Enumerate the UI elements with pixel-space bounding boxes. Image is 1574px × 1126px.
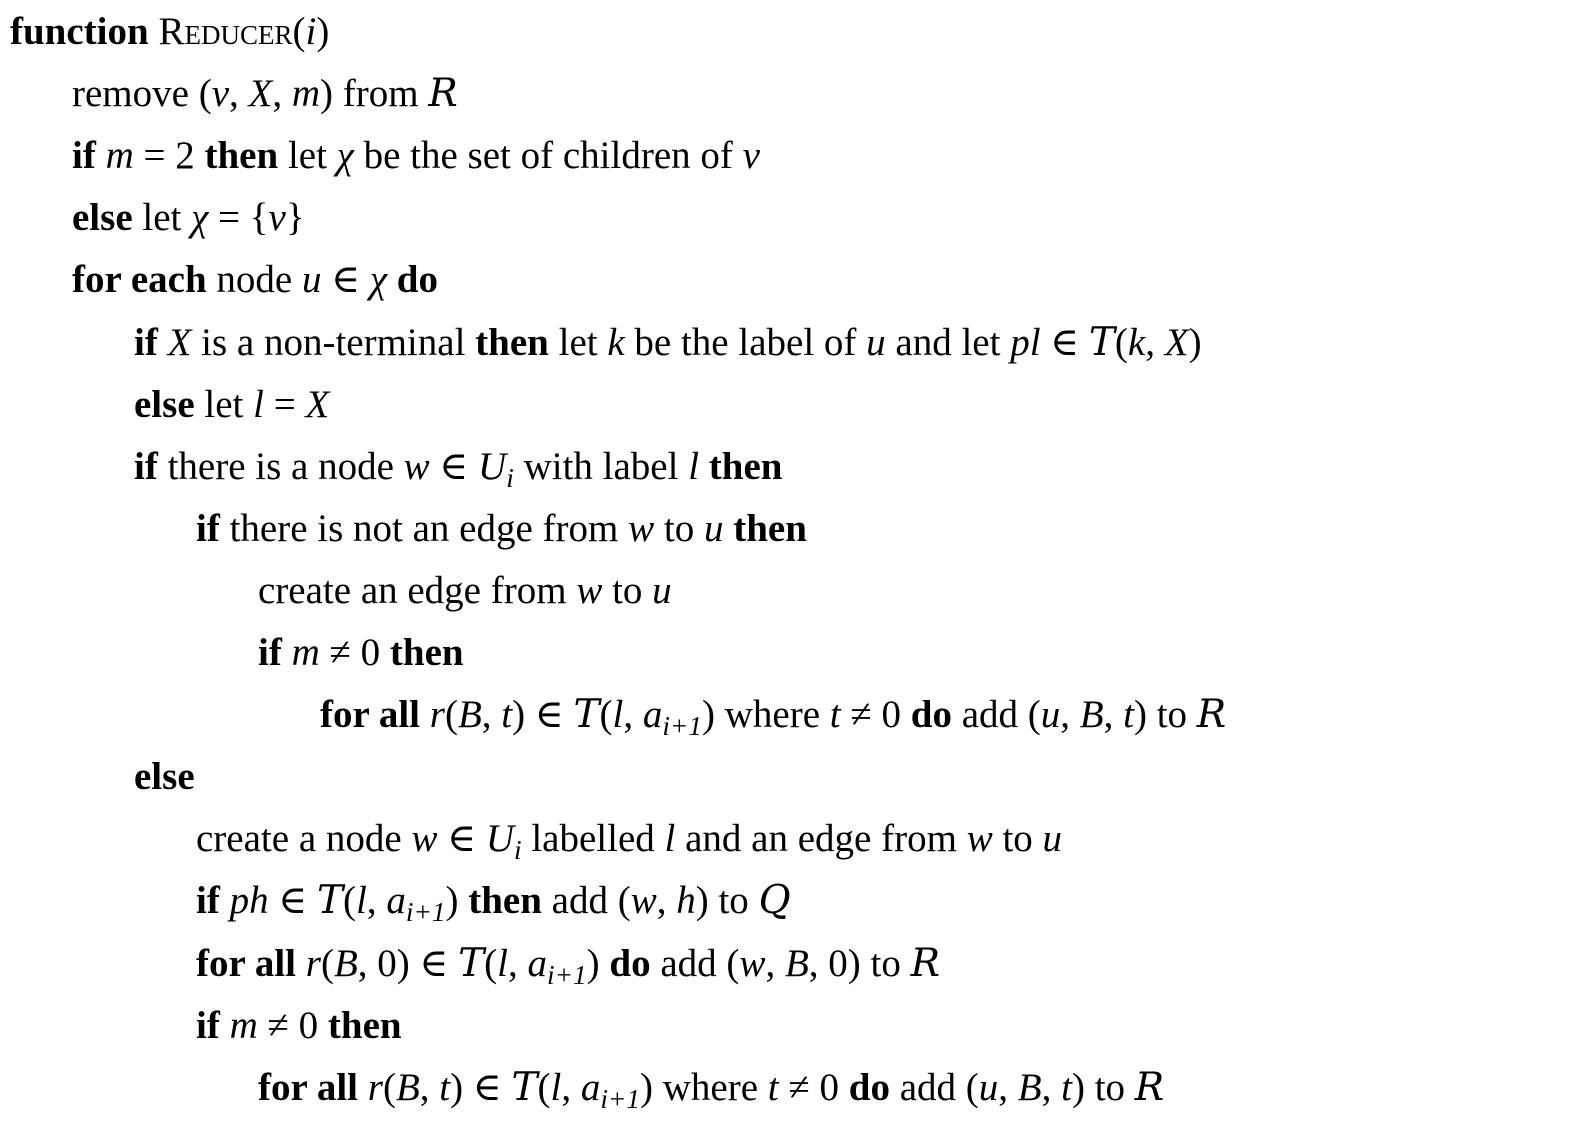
calligraphic-symbol: T [573,692,600,738]
keyword: do [396,258,438,302]
text: let [194,382,254,426]
text: ) where [702,693,830,737]
math-symbol: w [411,817,438,861]
math-symbol: χ [369,258,388,302]
calligraphic-symbol: R [1196,692,1227,738]
keyword: else [134,382,195,426]
text [149,10,159,53]
text: ( [382,1065,396,1109]
text: and let [885,320,1011,364]
text: add ( [889,1065,979,1109]
math-symbol: t [1123,693,1134,737]
math-symbol: χ [191,196,209,240]
math-symbol: v [742,134,760,178]
calligraphic-symbol: T [316,878,343,924]
math-symbol: a [386,879,406,923]
keyword: function [10,10,149,53]
calligraphic-symbol: R [910,940,940,986]
subscript: i [514,835,522,866]
text: let [278,134,337,178]
keyword: for all [196,941,297,985]
text: be the label of [624,320,867,364]
algorithm-line [320,691,1227,742]
text: ) [445,879,469,923]
math-symbol: B [395,1065,420,1109]
math-symbol: u [703,506,724,550]
keyword: do [910,693,952,737]
algorithm-line [134,381,329,429]
text [282,631,292,674]
text: ( [1114,320,1128,364]
math-symbol: ph [229,879,269,923]
math-symbol: pl [1010,320,1041,364]
math-symbol: m [291,72,320,116]
algorithm-line [196,877,791,928]
math-symbol: r [305,941,321,985]
keyword: for all [258,1065,359,1109]
text: , [508,941,528,985]
calligraphic-symbol: T [1088,319,1115,365]
text [723,507,733,550]
text: ( [537,1065,551,1109]
math-symbol: u [652,568,672,612]
math-symbol: t [1061,1065,1072,1109]
math-symbol: l [688,444,700,488]
subscript: i+1 [405,897,446,928]
text: , [1103,693,1124,737]
text: , [272,72,292,116]
math-symbol: a [580,1065,601,1109]
algorithm-line [196,940,940,988]
math-symbol: v [268,196,286,240]
text: ) where [640,1065,768,1109]
math-symbol: X [1164,320,1189,364]
text [158,321,168,364]
text: = 2 [133,134,205,178]
text: and an edge from [675,817,967,861]
keyword: if [258,631,282,674]
text: there is a node [157,444,404,488]
math-symbol: B [784,941,809,985]
text: , [561,1065,581,1109]
text: ≠ 0 [319,631,390,674]
subscript: i+1 [600,1083,640,1114]
math-symbol: u [978,1065,999,1109]
math-symbol: l [253,382,264,426]
text: , 0) ∈ [357,941,459,985]
math-symbol: B [457,693,482,737]
math-symbol: r [367,1065,383,1109]
text: there is not an edge from [219,506,629,550]
text: ( [444,693,458,737]
subscript: i+1 [662,711,702,742]
text: ) ∈ [450,1065,512,1109]
text: ) to [1133,693,1197,737]
text: ∈ [437,817,486,861]
math-symbol: B [1017,1065,1042,1109]
text [358,1066,368,1109]
text: , [656,879,677,923]
text: ) to [1071,1065,1135,1109]
keyword: if [134,444,158,488]
keyword: then [475,320,549,364]
calligraphic-symbol: R [1134,1064,1165,1110]
text: , [1041,1065,1062,1109]
keyword: then [733,506,807,550]
math-symbol: r [429,693,445,737]
math-symbol: w [630,879,657,923]
text: } [285,196,305,240]
text [420,693,430,736]
text: , [419,1065,440,1109]
keyword: for all [320,693,421,737]
text: , [1145,320,1165,364]
text [387,258,397,301]
math-symbol: u [1042,817,1063,861]
math-symbol: h [676,879,696,923]
text: , [229,72,249,116]
text: let [132,196,192,240]
text: ( [342,879,356,923]
keyword: then [327,1003,402,1047]
text: = { [208,196,269,240]
text: remove ( [72,72,212,116]
text: ∈ [321,258,370,302]
text: , [765,941,785,985]
math-symbol: X [167,320,192,364]
text: ) [586,941,610,985]
algorithm-line [72,194,305,242]
math-symbol: t [501,693,513,737]
text [220,1004,230,1047]
algorithm-line [196,815,1063,866]
math-symbol: X [248,72,273,116]
calligraphic-symbol: Q [758,878,791,924]
algorithm-line [134,443,782,491]
keyword: then [708,444,783,488]
math-symbol: w [628,506,655,550]
math-symbol: m [229,1003,258,1047]
keyword: then [468,879,542,923]
math-symbol: w [576,568,603,612]
math-symbol: t [439,1065,451,1109]
math-symbol: k [607,320,625,364]
math-symbol: X [305,382,330,426]
text: add ( [951,693,1041,737]
text: , [998,1065,1018,1109]
math-symbol: v [211,72,229,116]
text: , [366,879,387,923]
text: , [1060,693,1080,737]
keyword: then [389,631,464,674]
text: ≠ 0 [778,1065,849,1109]
keyword: if [196,1003,220,1047]
algorithm-line [258,567,672,615]
text: ) to [695,879,759,923]
math-symbol: B [333,941,358,985]
keyword: if [196,506,220,550]
text: with label [513,444,689,488]
text: to [992,817,1043,861]
math-symbol: u [301,258,322,302]
text: ∈ [429,444,479,488]
math-symbol: l [612,693,624,737]
text: create a node [196,817,412,861]
algorithm-line [196,1002,402,1050]
text: ∈ [268,879,317,923]
text: create an edge from [258,568,577,612]
subscript: i+1 [547,959,587,990]
math-symbol: u [866,320,886,364]
keyword: if [72,134,96,178]
text: labelled [521,817,665,861]
text: to [602,568,653,612]
keyword: do [848,1065,890,1109]
algorithm-line [134,753,195,801]
math-symbol: a [642,693,663,737]
math-symbol: l [550,1065,562,1109]
text: , 0) to [808,941,911,985]
text: , [623,693,643,737]
text: ≠ 0 [257,1003,328,1047]
text: ) [1188,320,1202,364]
text [96,134,106,177]
math-symbol: U [478,444,507,488]
math-symbol: t [829,693,841,737]
math-symbol: t [767,1065,779,1109]
text: ) ∈ [512,693,574,737]
math-symbol: m [291,631,320,674]
math-symbol: m [105,134,134,178]
math-symbol: k [1127,320,1146,364]
keyword: if [134,320,158,364]
text: add ( [650,941,740,985]
algorithm-line [72,70,458,118]
text: be the set of children of [353,134,743,178]
algorithm-line [72,256,438,304]
keyword: do [609,941,651,985]
text: ( [599,693,613,737]
calligraphic-symbol: R [428,71,458,117]
math-symbol: U [485,817,514,861]
text: ∈ [1040,320,1089,364]
keyword: then [204,134,279,178]
text: node [206,258,302,302]
algorithm-line [196,505,807,553]
text: ( [320,941,334,985]
text: ) [316,10,330,53]
text: let [548,320,608,364]
text: to [654,506,704,550]
math-symbol: u [1040,693,1061,737]
text: add ( [541,879,631,923]
calligraphic-symbol: T [511,1064,538,1110]
math-symbol: a [527,941,547,985]
math-symbol: w [739,941,766,985]
keyword: else [72,196,133,240]
text: = [263,382,306,426]
algorithm-line [72,132,760,180]
algorithm-line [10,8,329,56]
subscript: i [506,462,514,493]
math-symbol: l [355,879,367,923]
text: is a non-terminal [191,320,476,364]
text: ) from [320,72,429,116]
text: ( [484,941,498,985]
math-symbol: i [305,10,317,53]
algorithm-line [258,629,464,677]
algorithm-line [134,319,1202,367]
keyword: if [196,879,220,923]
math-symbol: w [403,444,430,488]
keyword: else [134,755,195,799]
calligraphic-symbol: T [458,940,485,986]
text [296,942,306,985]
text [699,445,709,488]
text: ≠ 0 [840,693,911,737]
math-symbol: l [664,817,676,861]
keyword: for each [72,258,207,302]
text: , [481,693,502,737]
math-symbol: χ [336,134,354,178]
math-symbol: B [1079,693,1104,737]
text [220,879,230,922]
algorithm-line [258,1064,1164,1112]
text: ( [292,10,306,53]
math-symbol: w [966,817,993,861]
math-symbol: l [497,941,508,985]
procedure-name: Reducer [158,10,293,53]
